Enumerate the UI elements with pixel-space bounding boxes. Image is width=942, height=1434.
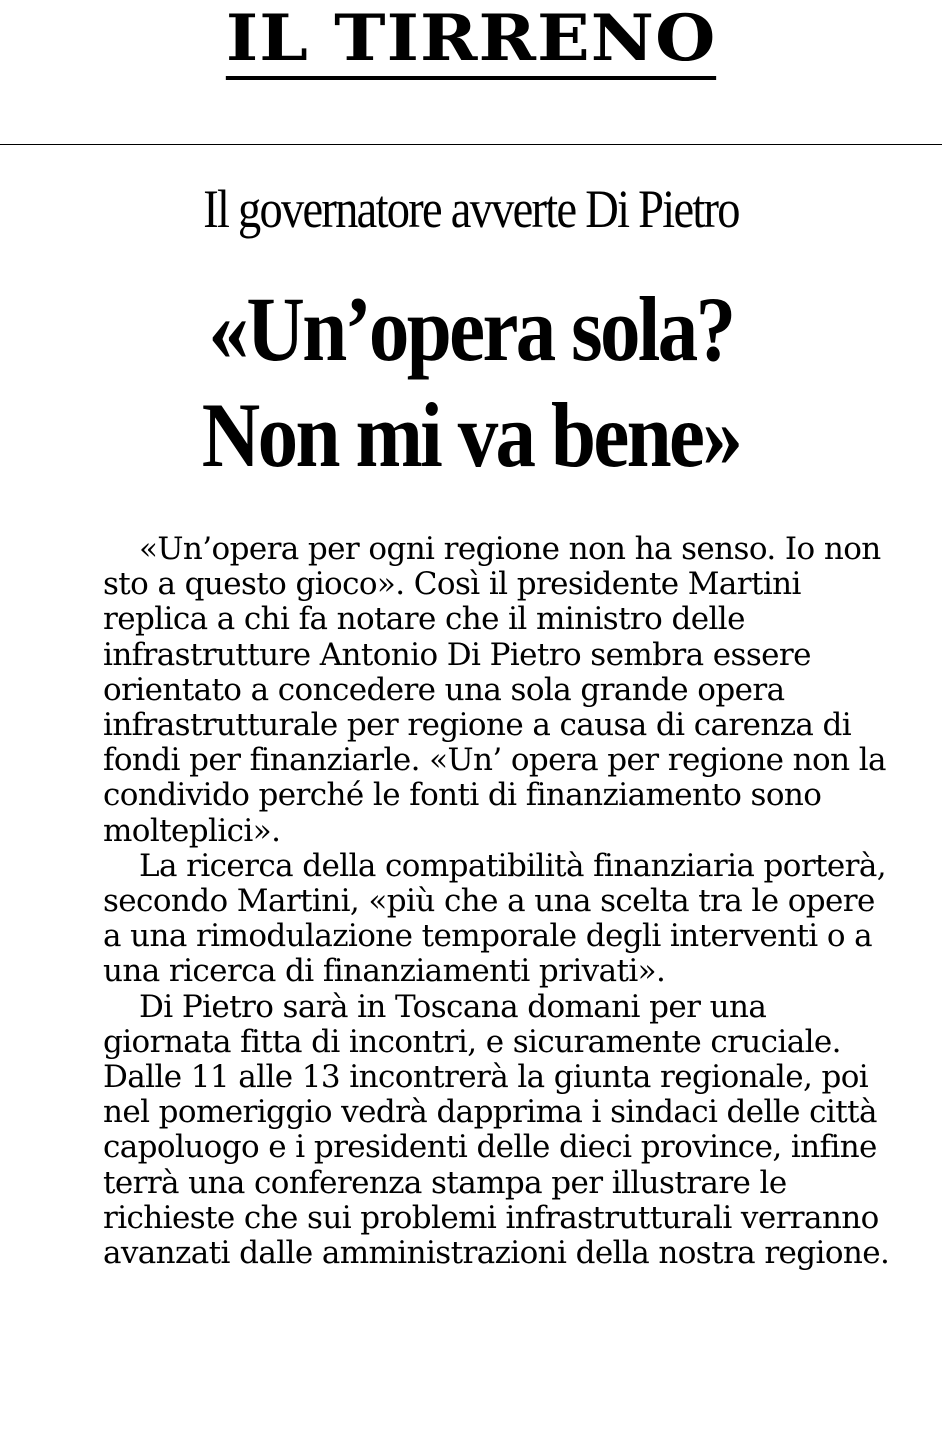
- header-divider: [0, 144, 942, 145]
- article-kicker: Il governatore avverte Di Pietro: [203, 179, 739, 239]
- article-body: [103, 532, 893, 1271]
- article-headline: [57, 276, 886, 488]
- headline-line-2: Non mi va bene»: [201, 384, 741, 486]
- article-paragraph: Di Pietro sarà in Toscana domani per una giornata fitta di incontri, e sicuramente cruciale. Dalle 11 alle 13 incontrerà la giunta regionale, poi nel pomeriggio vedrà dapprima i sindaci delle città capoluogo e i presidenti delle dieci province, infine terrà una conferenza stampa per illustrare le richieste che sui problemi infrastrutturali verranno avanzati dalle amministrazioni della nostra regione.: [103, 988, 890, 1272]
- masthead: [0, 1, 942, 80]
- article-paragraph: La ricerca della compatibilità finanziaria porterà, secondo Martini, «più che a una scelta tra le opere a una rimodulazione temporale degli interventi o a una ricerca di finanziamenti privati».: [103, 847, 887, 990]
- newspaper-title: IL TIRRENO: [226, 4, 717, 80]
- article-paragraph: «Un’opera per ogni regione non ha senso. Io non sto a questo gioco». Così il presidente Martini replica a chi fa notare che il ministro delle infrastrutture Antonio Di Pietro sembra essere orientato a concedere una sola grande opera infrastrutturale per regione a causa di carenza di fondi per finanziarle. «Un’ opera per regione non la condivido perché le fonti di finanziamento sono molteplici».: [103, 531, 886, 849]
- headline-line-1: «Un’opera sola?: [208, 278, 734, 380]
